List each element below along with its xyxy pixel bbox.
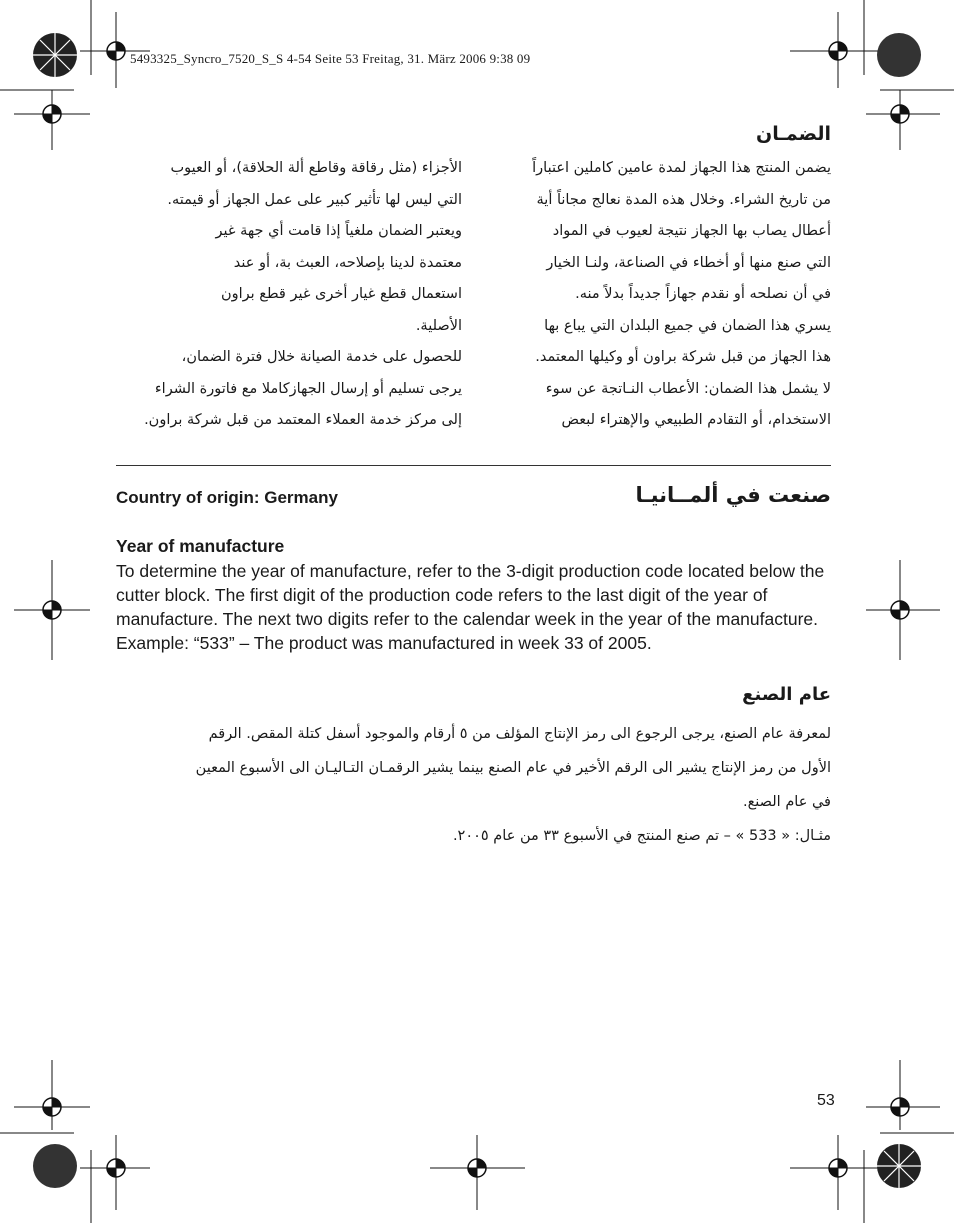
manufacture-ar-line: مثـال: « 533 » – تم صنع المنتج في الأسبوع ٣٣ من عام ٢٠٠٥. xyxy=(452,828,831,844)
warranty-line: أعطال يصاب بها الجهاز نتيجة لعيوب في المواد xyxy=(552,223,831,239)
warranty-title: الضمـان xyxy=(756,123,831,145)
warranty-line: يضمن المنتج هذا الجهاز لمدة عامين كاملين اعتباراً xyxy=(532,160,831,176)
warranty-left-column xyxy=(117,153,462,437)
manufacture-heading-en: Year of manufacture xyxy=(116,536,285,556)
warranty-line: التي صنع منها أو أخطاء في الصناعة، ولنـا الخيار xyxy=(546,254,831,271)
manufacture-ar-line: لمعرفة عام الصنع، يرجى الرجوع الى رمز الإنتاج المؤلف من ٥ أرقام والموجود أسفل كتلة المقص. الرقم xyxy=(208,726,831,742)
manufacture-ar-line: في عام الصنع. xyxy=(742,794,831,810)
warranty-line: الأجزاء (مثل رقاقة وقاطع ألة الحلاقة)، أو العيوب xyxy=(170,160,462,176)
warranty-line: معتمدة لدينا بإصلاحه، العبث بة، أو عند xyxy=(233,254,462,271)
warranty-line: الاستخدام، أو التقادم الطبيعي والإهتراء لبعض xyxy=(561,412,831,428)
manufacture-example: Example: “533” – The product was manufactured in week 33 of 2005. xyxy=(116,633,652,653)
print-header: 5493325_Syncro_7520_S_S 4-54 Seite 53 Freitag, 31. März 2006 9:38 09 xyxy=(130,51,531,66)
origin-en: Country of origin: Germany xyxy=(116,488,338,507)
warranty-line: استعمال قطع غيار أخرى غير قطع براون xyxy=(220,286,462,302)
warranty-right-column xyxy=(491,153,831,437)
warranty-line: إلى مركز خدمة العملاء المعتمد من قبل شركة براون. xyxy=(144,412,462,428)
warranty-line: يرجى تسليم أو إرسال الجهازكاملا مع فاتورة الشراء xyxy=(154,380,462,397)
warranty-line: للحصول على خدمة الصيانة خلال فترة الضمان، xyxy=(181,349,462,365)
warranty-line: من تاريخ الشراء. وخلال هذه المدة نعالج مجاناً أية xyxy=(536,191,831,208)
warranty-line: الأصلية. xyxy=(415,317,462,334)
manufacture-body-ar xyxy=(111,717,831,853)
manufacture-ar-line: الأول من رمز الإنتاج يشير الى الرقم الأخير في عام الصنع بينما يشير الرقمـان التـاليـان الى الأسبوع المعين xyxy=(195,760,831,776)
manufacture-heading-ar: عام الصنع xyxy=(742,684,831,705)
warranty-line: يسري هذا الضمان في جميع البلدان التي يباع بها xyxy=(544,317,831,334)
section-divider xyxy=(116,465,831,466)
warranty-line: في أن نصلحه أو نقدم جهازاً جديداً بدلاً منه. xyxy=(575,286,831,302)
warranty-line: لا يشمل هذا الضمان: الأعطاب النـاتجة عن سوء xyxy=(545,380,831,397)
warranty-line: التي ليس لها تأثير كبير على عمل الجهاز أو قيمته. xyxy=(167,191,462,208)
warranty-line: ويعتبر الضمان ملغياً إذا قامت أي جهة غير xyxy=(215,223,462,239)
warranty-line: هذا الجهاز من قبل شركة براون أو وكيلها المعتمد. xyxy=(535,349,831,365)
origin-ar: صنعت في ألمــانيـا xyxy=(635,483,831,507)
page-number: 53 xyxy=(817,1092,835,1109)
manufacture-body-en xyxy=(116,559,832,655)
manufacture-paragraph: To determine the year of manufacture, refer to the 3-digit production code located below the cutter block. The first digit of the production code refers to the last digit of the year of manufacture. The next two digits refer to the calendar week in the year of the manufacture. xyxy=(116,561,825,629)
